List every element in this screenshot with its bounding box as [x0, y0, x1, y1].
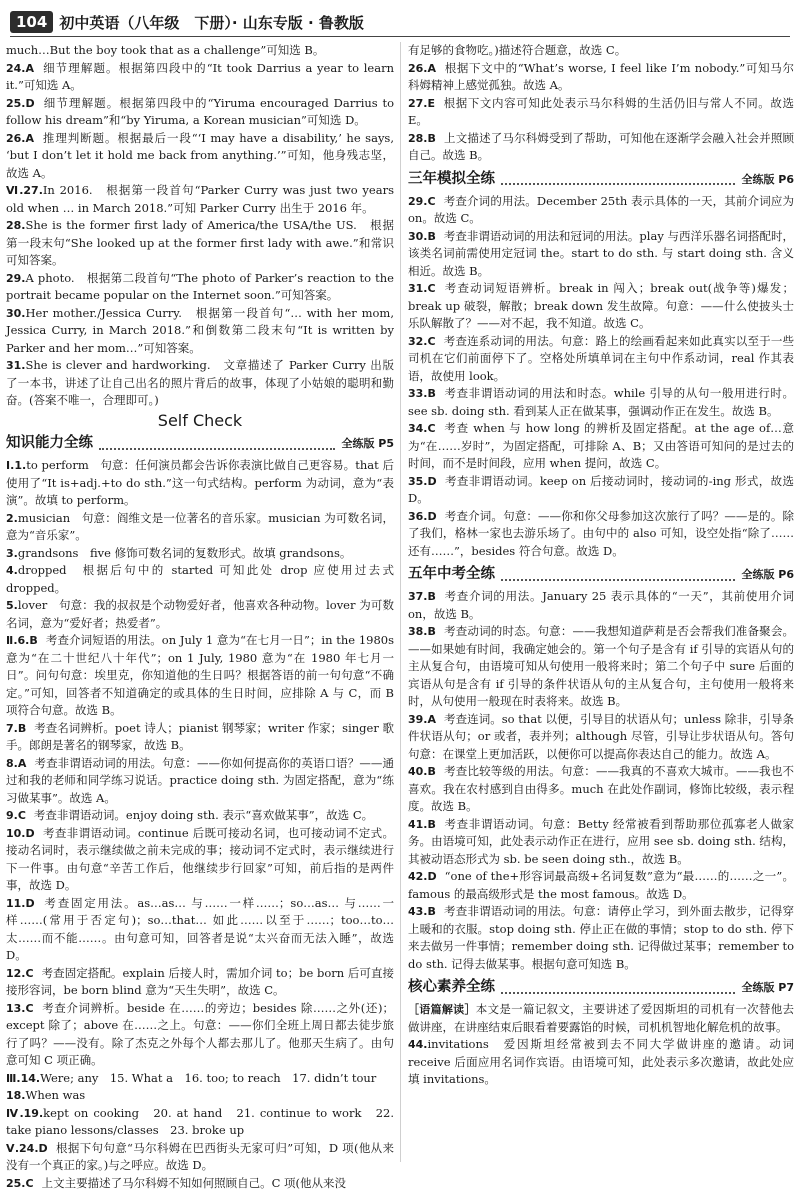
item-number: 26.: [6, 132, 26, 145]
item-number: 8.: [6, 757, 18, 770]
explanation-text: When was: [26, 1088, 86, 1102]
explanation-text: She is the former first lady of America/the USA/the US. 根据第一段末句“She looked up at the former first lady with awe.”和常识可知答案。: [6, 218, 394, 267]
explanation-text: musician 句意：阎维文是一位著名的音乐家。musician 为可数名词，意为“音乐家”。: [6, 511, 394, 543]
answer-letter: A: [428, 62, 437, 75]
item-number: Ⅳ.19.: [6, 1107, 43, 1120]
answer-continuation: 有足够的食物吃。)描述符合题意，故选 C。: [408, 42, 794, 60]
answer-letter: D: [428, 475, 437, 488]
explanation-text: 考查非谓语动词。continue 后既可接动名词，也可接动词不定式。接动名词时，表示继续做之前未完成的事；接动词不定式时，表示继续进行下一件事。由句意“辛苦工作后，他继续步行回家”可知，前后指的是两件事，故选 D。: [6, 826, 394, 893]
answer-item: [408, 508, 794, 561]
analysis-label: ［语篇解读］: [408, 1003, 476, 1016]
answer-item: [408, 1036, 794, 1089]
item-number: 26.: [408, 62, 428, 75]
explanation-text: 根据下文内容可知此处表示马尔科姆的生活仍旧与常人不同。故选 E。: [408, 96, 794, 128]
section-page-ref: 全练版 P6: [741, 566, 794, 584]
answer-letter: D: [428, 510, 437, 523]
dotted-leader: [99, 439, 335, 450]
explanation-text: 考查非谓语动词。keep on 后接动词时，接动词的-ing 形式，故选 D。: [408, 474, 794, 506]
answer-item: [408, 60, 794, 95]
explanation-text: 考查非谓语动词的用法和冠词的用法。play 与西洋乐器名词搭配时，该类名词前需使用定冠词 the。start to do sth. 与 start doing sth. 含义相近。故选 B。: [408, 229, 794, 278]
item-number: Ⅴ.24.: [6, 1142, 39, 1155]
item-number: 35.: [408, 475, 428, 488]
section-title: 核心素养全练: [408, 979, 495, 997]
answer-item: [6, 1105, 394, 1140]
answer-item: [408, 130, 794, 165]
answer-letter: D: [39, 1142, 48, 1155]
item-number: Ⅰ.1.: [6, 459, 26, 472]
item-number: 13.: [6, 1002, 26, 1015]
answer-item: [6, 597, 394, 632]
answer-letter: B: [428, 230, 436, 243]
answer-letter: B: [29, 634, 37, 647]
explanation-text: 根据下文中的“What’s worse, I feel like I’m nobody.”可知马尔科姆精神上感觉孤独。故选 A。: [408, 61, 794, 93]
explanation-text: 考查连词。so that 以便，引导目的状语从句；unless 除非，引导条件状语从句；or 或者，表并列；although 尽管，引导让步状语从句。答句句意：在课堂上更加活跃，以便你可以提高你表达自己的能力。故选 A。: [408, 712, 794, 761]
item-number: 18.: [6, 1089, 26, 1102]
item-number: Ⅵ.27.: [6, 184, 43, 197]
answer-continuation: much…But the boy took that as a challenge”可知选 B。: [6, 42, 394, 60]
answer-item: [6, 270, 394, 305]
item-number: 44.: [408, 1038, 428, 1051]
explanation-text: 考查固定搭配。explain 后接人时，需加介词 to；be born 后可直接接形容词，be born blind 意为“天生失明”，故选 C。: [6, 966, 394, 998]
answer-item: [6, 632, 394, 720]
section-page-ref: 全练版 P6: [741, 171, 794, 189]
item-number: 29.: [408, 195, 428, 208]
answer-item: [6, 457, 394, 510]
answer-item: [6, 755, 394, 808]
item-number: 42.: [408, 870, 428, 883]
item-number: 31.: [6, 359, 26, 372]
item-number: 11.: [6, 897, 26, 910]
explanation-text: 上文描述了马尔科姆受到了帮助，可知他在逐渐学会融入社会并照顾自己。故选 B。: [408, 131, 794, 163]
item-number: Ⅲ.14.: [6, 1072, 40, 1085]
answer-letter: D: [26, 97, 35, 110]
item-number: 10.: [6, 827, 26, 840]
header-divider: [10, 36, 790, 37]
explanation-text: 细节理解题。根据第四段中的“Yiruma encouraged Darrius to follow his dream”和“by Yiruma, a Korean musician”可知选 D。: [6, 96, 394, 128]
explanation-text: to perform 句意：任何演员都会告诉你表演比做自己更容易。that 后使用了“It is+adj.+to do sth.”这一句式结构。perform 为动词，意为“表演”。故填 to perform。: [6, 458, 394, 507]
column-divider: [400, 42, 401, 1162]
item-number: 2.: [6, 512, 18, 525]
answer-item: [6, 825, 394, 895]
explanation-text: 考查连系动词的用法。句意：路上的绘画看起来如此真实以至于一些司机在它们前面停下了。空格处所填单词在主句中作系动词，real 作其表语，故使用 look。: [408, 334, 794, 383]
answer-letter: D: [428, 870, 437, 883]
item-number: 30.: [408, 230, 428, 243]
page-title: 初中英语（八年级 下册）· 山东专版 · 鲁教版: [59, 12, 364, 33]
answer-item: [6, 217, 394, 270]
answer-item: [408, 763, 794, 816]
answer-item: [6, 95, 394, 130]
section-page-ref: 全练版 P5: [341, 435, 394, 453]
item-number: 25.: [6, 1177, 26, 1190]
answer-letter: A: [428, 713, 437, 726]
answer-item: [408, 623, 794, 711]
explanation-text: She is clever and hardworking. 文章描述了 Parker Curry 出版了一本书，讲述了让自己出名的照片背后的故事，体现了小姑娘的聪明和勤奋。(答案不唯一，合理即可。): [6, 358, 394, 407]
answer-item: [6, 1000, 394, 1070]
answer-letter: B: [428, 132, 436, 145]
answer-letter: C: [428, 422, 436, 435]
answer-letter: A: [18, 757, 27, 770]
item-number: 28.: [408, 132, 428, 145]
answer-letter: B: [428, 625, 436, 638]
explanation-text: 考查介词。句意：——你和你父母参加这次旅行了吗？——是的。除了我们，格林一家也去游乐场了。由句中的 also 可知，设空处指“除了……还有……”，besides 符合句意。故选 D。: [408, 509, 794, 558]
explanation-text: kept on cooking 20. at hand 21. continue to work 22. take piano lessons/classes 23. broke up: [6, 1106, 394, 1138]
answer-item: [408, 868, 794, 903]
item-number: 7.: [6, 722, 18, 735]
answer-item: [6, 1175, 394, 1192]
explanation-text: A photo. 根据第二段首句“The photo of Parker’s reaction to the portrait became popular on the Internet soon.”可知答案。: [6, 271, 394, 303]
explanation-text: 考查名词辨析。poet 诗人；pianist 钢琴家；writer 作家；singer 歌手。郎朗是著名的钢琴家，故选 B。: [6, 721, 394, 753]
answer-letter: B: [428, 387, 436, 400]
explanation-text: 推理判断题。根据最后一段“‘I may have a disability,’ he says, ‘but I don’t let it hold me back from anything.’”可知，他身残志坚，故选 A。: [6, 131, 394, 180]
section-title: 知识能力全练: [6, 435, 93, 453]
item-number: 32.: [408, 335, 428, 348]
answer-letter: D: [26, 897, 35, 910]
passage-analysis: [408, 1001, 794, 1036]
item-number: 4.: [6, 564, 18, 577]
section-page-ref: 全练版 P7: [741, 979, 794, 997]
section-header: [408, 977, 794, 999]
item-number: 12.: [6, 967, 26, 980]
explanation-text: dropped 根据后句中的 started 可知此处 drop 应使用过去式 dropped。: [6, 563, 394, 595]
page-header: [10, 8, 790, 36]
answer-letter: D: [26, 827, 35, 840]
answer-item: [6, 720, 394, 755]
answer-item: [408, 385, 794, 420]
explanation-text: Her mother./Jessica Curry. 根据第一段首句“… with her mom, Jessica Curry, in March 2018.”和倒数第二段末句“It is written by Parker and her mom…”可知答案。: [6, 306, 394, 355]
answer-item: [408, 903, 794, 973]
item-number: 39.: [408, 713, 428, 726]
explanation-text: 考查介词的用法。January 25 表示具体的“一天”，其前使用介词 on，故选 B。: [408, 589, 794, 621]
explanation-text: 考查介词辨析。beside 在……的旁边；besides 除……之外(还)；except 除了；above 在……之上。句意：——你们全班上周日都去徒步旅行了吗？——没有。除了杰克之外每个人都去那儿了。他那天生病了。由句意可知 C 项正确。: [6, 1001, 394, 1068]
item-number: 27.: [408, 97, 428, 110]
explanation-text: 考查非谓语动词的用法。句意：——你如何提高你的英语口语？——通过和我的老师和同学练习说话。practice doing sth. 为固定搭配，意为“练习做某事”。故选 A。: [6, 756, 394, 805]
explanation-text: 考查 when 与 how long 的辨析及固定搭配。at the age of…意为“在……岁时”，为固定搭配，可排除 A、B；又由答语可知问的是过去的时间，而不是时间段，应用 when 提问，故选 C。: [408, 421, 794, 470]
explanation-text: lover 句意：我的叔叔是个动物爱好者，他喜欢各种动物。lover 为可数名词，意为“爱好者；热爱者”。: [6, 598, 394, 630]
explanation-text: Were; any 15. What a 16. too; to reach 17. didn’t tour: [40, 1071, 376, 1085]
answer-item: [408, 333, 794, 386]
item-number: 34.: [408, 422, 428, 435]
section-header: [6, 433, 394, 455]
section-header: [408, 169, 794, 191]
item-number: 33.: [408, 387, 428, 400]
section-title: 五年中考全练: [408, 566, 495, 584]
explanation-text: 考查介词短语的用法。on July 1 意为“在七月一日”；in the 1980s 意为“在二十世纪八十年代”；on 1 July, 1980 意为“在 1980 年七月一日”。问句句意：埃里克，你知道他的生日吗？根据答语的前一句句意“不确定。”可知，回答者不知道确定的或具体的生日时间，应排除 A 与 C，而 B 项符合句意。故选 B。: [6, 633, 394, 717]
answer-item: [408, 193, 794, 228]
answer-item: [6, 510, 394, 545]
explanation-text: In 2016. 根据第一段首句“Parker Curry was just two years old when … in March 2018.”可知 Parker Curry 出生于 2016 年。: [6, 183, 394, 215]
answer-letter: B: [18, 722, 26, 735]
answer-item: [408, 588, 794, 623]
explanation-text: “one of the+形容词最高级+名词复数”意为“最……的……之一”。famous 的最高级形式是 the most famous。故选 D。: [408, 869, 794, 901]
explanation-text: 考查非谓语动词。句意：Betty 经常被看到帮助那位孤寡老人做家务。由语境可知，此处表示动作正在进行，应用 see sb. doing sth. 结构，其被动语态形式为 sb. be seen doing sth.，故选 B。: [408, 817, 794, 866]
dotted-leader: [501, 570, 735, 581]
explanation-text: 考查比较等级的用法。句意：——我真的不喜欢大城市。——我也不喜欢。我在农村感到自由得多。much 在此处作副词，修饰比较级，表示程度。故选 B。: [408, 764, 794, 813]
answer-item: [6, 545, 394, 563]
item-number: 37.: [408, 590, 428, 603]
answer-item: [408, 280, 794, 333]
item-number: 43.: [408, 905, 428, 918]
explanation-text: 上文主要描述了马尔科姆不知如何照顾自己。C 项(他从来没: [42, 1176, 346, 1190]
answer-item: [6, 182, 394, 217]
answer-item: [6, 1070, 394, 1088]
answer-item: [6, 357, 394, 410]
answer-letter: B: [428, 905, 436, 918]
page-number: 104: [10, 11, 53, 33]
item-number: 38.: [408, 625, 428, 638]
item-number: 9.: [6, 809, 18, 822]
answer-item: [6, 130, 394, 183]
self-check-heading: Self Check: [6, 412, 394, 430]
answer-letter: C: [428, 335, 436, 348]
answer-item: [6, 1140, 394, 1175]
answer-item: [408, 711, 794, 764]
answer-letter: C: [26, 1177, 34, 1190]
answer-letter: A: [26, 62, 35, 75]
explanation-text: invitations 爱因斯坦经常被到去不同大学做讲座的邀请。动词 receive 后面应用名词作宾语。由语境可知，此处表示多次邀请，故此处应填 invitations。: [408, 1037, 794, 1086]
item-number: 41.: [408, 818, 428, 831]
answer-letter: C: [428, 195, 436, 208]
analysis-text: 本文是一篇记叙文，主要讲述了爱因斯坦的司机有一次替他去做讲座，在讲座结束后眼看着要露馅的时候，司机机智地化解危机的故事。: [408, 1002, 794, 1034]
answer-item: [6, 965, 394, 1000]
answer-letter: C: [26, 1002, 34, 1015]
answer-letter: C: [18, 809, 26, 822]
item-number: Ⅱ.6.: [6, 634, 29, 647]
item-number: 31.: [408, 282, 428, 295]
item-number: 25.: [6, 97, 26, 110]
item-number: 24.: [6, 62, 26, 75]
answer-letter: B: [428, 765, 436, 778]
explanation-text: 根据下句句意“马尔科姆在巴西街头无家可归”可知，D 项(他从来没有一个真正的家。)与之呼应。故选 D。: [6, 1141, 394, 1173]
answer-letter: B: [428, 818, 436, 831]
answer-item: [408, 473, 794, 508]
explanation-text: 考查非谓语动词的用法。句意：请停止学习，到外面去散步，记得穿上暖和的衣服。stop doing sth. 停止正在做的事情；stop to do sth. 停下来去做另一件事情；remember doing sth. 记得做过某事；remember to do sth. 记得去做某事。根据句意可知选 B。: [408, 904, 794, 971]
answer-letter: B: [428, 590, 436, 603]
item-number: 36.: [408, 510, 428, 523]
item-number: 30.: [6, 307, 26, 320]
right-column: [408, 42, 794, 1167]
item-number: 3.: [6, 547, 18, 560]
answer-letter: A: [26, 132, 35, 145]
answer-item: [408, 95, 794, 130]
explanation-text: 考查介词的用法。December 25th 表示具体的一天，其前介词应为 on。故选 C。: [408, 194, 794, 226]
dotted-leader: [501, 983, 735, 994]
answer-item: [408, 228, 794, 281]
explanation-text: 考查非谓语动词。enjoy doing sth. 表示“喜欢做某事”，故选 C。: [34, 808, 373, 822]
answer-item: [6, 807, 394, 825]
item-number: 28.: [6, 219, 26, 232]
explanation-text: 考查非谓语动词的用法和时态。while 引导的从句一般用进行时。see sb. doing sth. 看到某人正在做某事，强调动作正在发生。故选 B。: [408, 386, 794, 418]
explanation-text: 考查动词短语辨析。break in 闯入；break out(战争等)爆发；break up 破裂，解散；break down 发生故障。句意：——什么使披头士乐队解散了？——对不起，我不知道。故选 C。: [408, 281, 794, 330]
section-title: 三年模拟全练: [408, 171, 495, 189]
explanation-text: 细节理解题。根据第四段中的“It took Darrius a year to learn it.”可知选 A。: [6, 61, 394, 93]
left-column: [6, 42, 394, 1167]
explanation-text: 考查动词的时态。句意：——我想知道萨莉是否会帮我们准备聚会。——如果她有时间，我确定她会的。第一个句子是含有 if 引导的宾语从句的主从复合句，由语境可知从句使用一般将来时；第二个句子中 sure 后面的宾语从句是含有 if 引导的条件状语从句的主从复合句，主句使用一般将来时，从句使用一般现在时表将来。故选 B。: [408, 624, 794, 708]
item-number: 29.: [6, 272, 26, 285]
answer-letter: E: [428, 97, 436, 110]
explanation-text: grandsons five 修饰可数名词的复数形式。故填 grandsons。: [18, 546, 352, 560]
item-number: 5.: [6, 599, 18, 612]
section-header: [408, 564, 794, 586]
answer-item: [6, 1087, 394, 1105]
answer-item: [6, 60, 394, 95]
answer-item: [6, 562, 394, 597]
item-number: 40.: [408, 765, 428, 778]
answer-item: [6, 305, 394, 358]
answer-letter: C: [428, 282, 436, 295]
answer-item: [408, 420, 794, 473]
answer-item: [408, 816, 794, 869]
answer-letter: C: [26, 967, 34, 980]
explanation-text: 考查固定用法。as…as… 与……一样……；so…as… 与……一样……(常用于否定句)；so…that… 如此……以至于……；too…to… 太……而不能……。由句意可知，回答者是说“太兴奋而无法入睡”，故选 D。: [6, 896, 394, 963]
answer-item: [6, 895, 394, 965]
dotted-leader: [501, 174, 735, 185]
